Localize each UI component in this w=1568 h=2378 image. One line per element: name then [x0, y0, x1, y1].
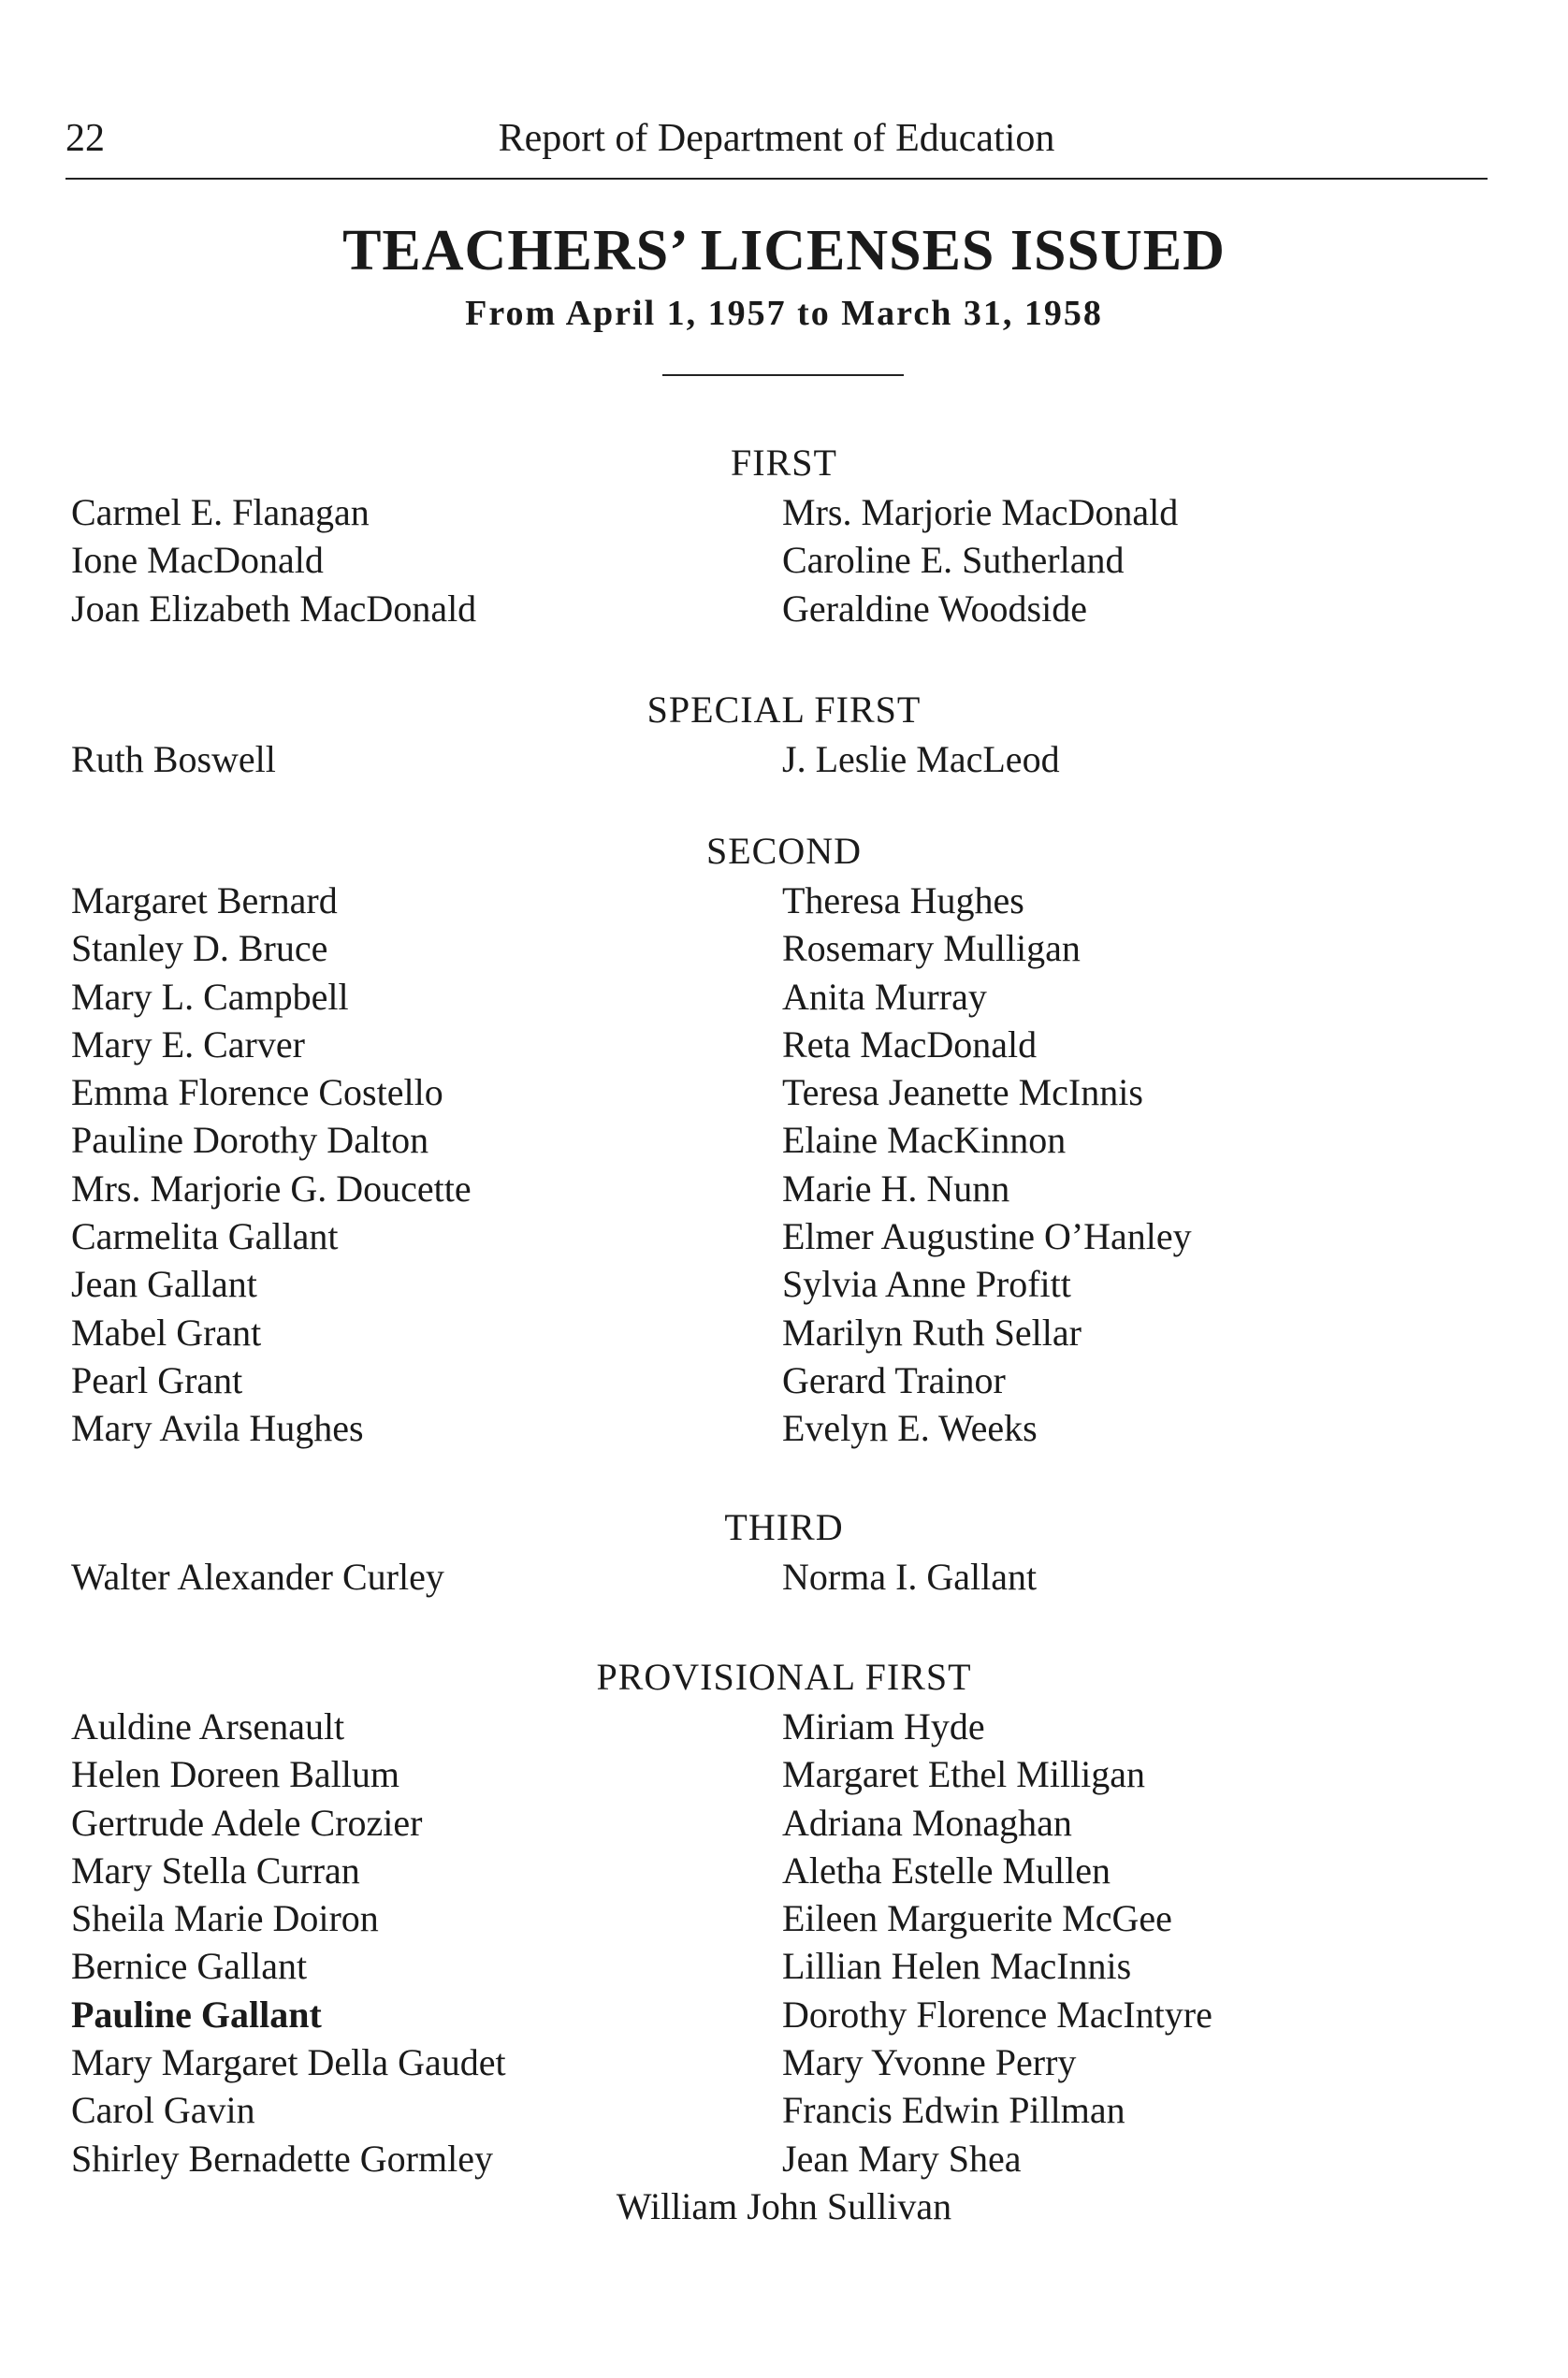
licensee-name: Mrs. Marjorie MacDonald	[782, 491, 1179, 533]
licensee-name: Ruth Boswell	[71, 738, 276, 780]
right-column	[782, 1703, 1212, 2182]
licensee-name: Marie H. Nunn	[782, 1167, 1010, 1210]
licensee-name: Bernice Gallant	[71, 1945, 308, 1988]
left-column	[71, 1703, 506, 2182]
licensee-name: Norma I. Gallant	[782, 1556, 1038, 1598]
licensee-name: Mary Avila Hughes	[71, 1407, 364, 1450]
licensee-name: Anita Murray	[782, 975, 987, 1018]
licensee-name: Gerard Trainor	[782, 1358, 1006, 1401]
licensee-name: Walter Alexander Curley	[71, 1556, 444, 1598]
header-rule	[65, 178, 1488, 180]
licensee-name: Dorothy Florence MacIntyre	[782, 1993, 1212, 2036]
page-header	[65, 110, 1488, 167]
licensee-name: Elmer Augustine O’Hanley	[782, 1215, 1192, 1258]
section-heading: THIRD	[724, 1506, 844, 1548]
licensee-name: Auldine Arsenault	[71, 1705, 345, 1747]
licensee-name: Jean Mary Shea	[782, 2137, 1022, 2180]
title-rule	[662, 374, 904, 376]
licensee-name: Marilyn Ruth Sellar	[782, 1311, 1082, 1354]
licensee-name: Rosemary Mulligan	[782, 927, 1081, 970]
licensee-name: Margaret Bernard	[71, 879, 338, 921]
licensee-name: Mary Stella Curran	[71, 1849, 360, 1892]
licensee-name: Teresa Jeanette McInnis	[782, 1071, 1143, 1114]
licensee-name: Caroline E. Sutherland	[782, 539, 1125, 582]
licensee-name: Mabel Grant	[71, 1311, 262, 1354]
licensee-name: Pearl Grant	[71, 1358, 243, 1401]
left-column	[71, 877, 472, 1453]
licensee-name: Jean Gallant	[71, 1263, 257, 1306]
licensee-name: Francis Edwin Pillman	[782, 2089, 1125, 2132]
left-column	[71, 488, 476, 632]
date-range-subtitle: From April 1, 1957 to March 31, 1958	[465, 294, 1103, 333]
licensee-name: Stanley D. Bruce	[71, 927, 328, 970]
licensee-name: Eileen Marguerite McGee	[782, 1897, 1172, 1940]
licensee-name: Carmel E. Flanagan	[71, 491, 370, 533]
section-heading: FIRST	[731, 442, 837, 484]
licensee-name: Joan Elizabeth MacDonald	[71, 587, 477, 630]
licensee-name: Aletha Estelle Mullen	[782, 1849, 1111, 1892]
licensee-name: Gertrude Adele Crozier	[71, 1801, 423, 1844]
licensee-name: Pauline Dorothy Dalton	[71, 1119, 429, 1162]
right-column	[782, 1553, 1037, 1601]
left-column	[71, 735, 276, 783]
licensee-name: Geraldine Woodside	[782, 587, 1087, 630]
licensee-name: Shirley Bernadette Gormley	[71, 2137, 493, 2180]
licensee-name: Helen Doreen Ballum	[71, 1753, 399, 1796]
section-heading: PROVISIONAL FIRST	[596, 1656, 972, 1698]
licensee-name: Mrs. Marjorie G. Doucette	[71, 1167, 472, 1210]
right-column	[782, 735, 1060, 783]
licensee-name: Sylvia Anne Profitt	[782, 1263, 1071, 1306]
licensee-name: Elaine MacKinnon	[782, 1119, 1067, 1162]
right-column	[782, 877, 1192, 1453]
licensee-name: Mary Margaret Della Gaudet	[71, 2041, 506, 2084]
licensee-name: Carmelita Gallant	[71, 1215, 339, 1258]
licensee-name: Lillian Helen MacInnis	[782, 1945, 1132, 1988]
licensee-name: Mary Yvonne Perry	[782, 2041, 1077, 2084]
right-column	[782, 488, 1178, 632]
licensee-name-centered: William John Sullivan	[616, 2185, 952, 2227]
licensee-name: Emma Florence Costello	[71, 1071, 443, 1114]
licensee-name: Miriam Hyde	[782, 1705, 985, 1747]
licensee-name: Theresa Hughes	[782, 879, 1024, 921]
page-number: 22	[65, 117, 105, 160]
licensee-name: Ione MacDonald	[71, 539, 324, 582]
left-column	[71, 1553, 444, 1601]
section-heading: SPECIAL FIRST	[646, 689, 922, 731]
licensee-name: Margaret Ethel Milligan	[782, 1753, 1146, 1796]
licensee-name: Mary L. Campbell	[71, 975, 349, 1018]
licensee-name: Reta MacDonald	[782, 1022, 1038, 1066]
section-heading: SECOND	[705, 830, 863, 872]
page-title: TEACHERS’ LICENSES ISSUED	[342, 219, 1226, 283]
licensee-name: Sheila Marie Doiron	[71, 1897, 379, 1940]
licensee-name: Adriana Monaghan	[782, 1801, 1072, 1844]
licensee-name: Mary E. Carver	[71, 1022, 305, 1066]
licensee-name: Pauline Gallant	[71, 1993, 322, 2036]
running-head: Report of Department of Education	[498, 117, 1055, 160]
licensee-name: Carol Gavin	[71, 2089, 255, 2132]
licensee-name: J. Leslie MacLeod	[782, 738, 1060, 780]
licensee-name: Evelyn E. Weeks	[782, 1407, 1038, 1450]
